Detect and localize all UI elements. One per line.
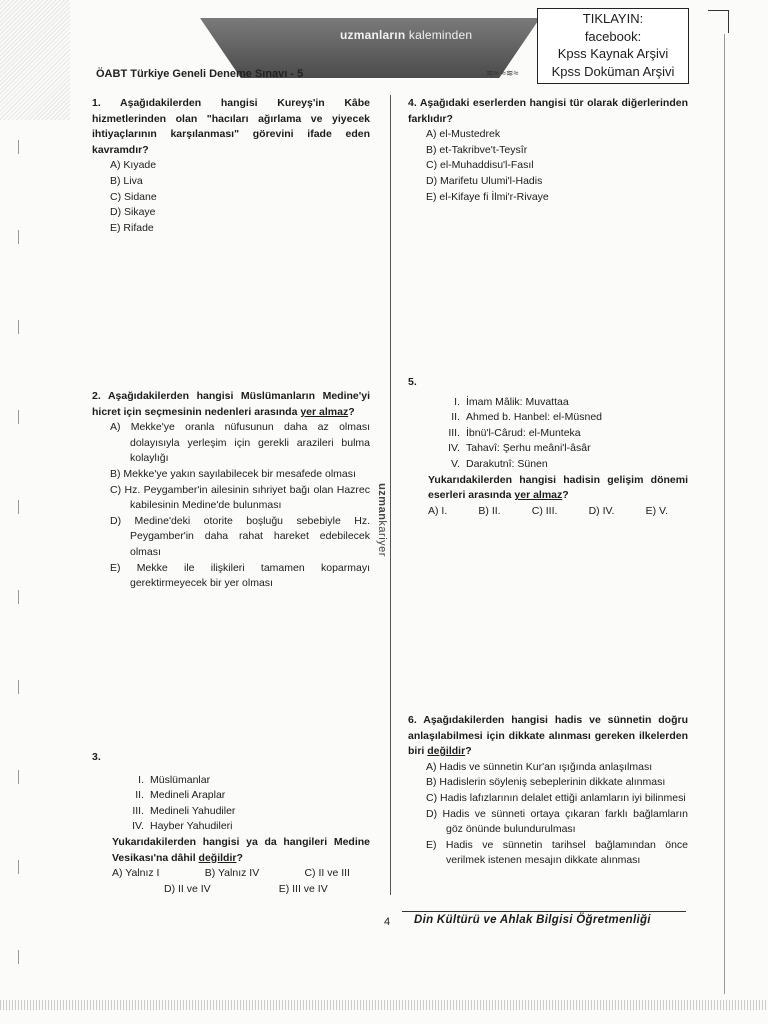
answer-option[interactable]: C) III.: [531, 504, 558, 517]
list-item: I. Müslümanlar: [138, 773, 211, 786]
answer-option[interactable]: B) II.: [478, 504, 501, 517]
list-item: II. Ahmed b. Hanbel: el-Müsned: [451, 411, 602, 424]
corner-crop-mark: [708, 10, 729, 33]
left-margin-marks: [18, 140, 22, 1000]
list-item: V. Darakutnî: Sünen: [451, 457, 548, 470]
answer-option[interactable]: E) Hadis ve sünnetin tarihsel bağlamından önce verilmek istenen mesajın dikkate alınması: [426, 838, 688, 867]
question-stem: Yukarıdakilerden hangisi hadisin gelişim dönemi eserleri arasında yer almaz?: [428, 473, 688, 502]
answer-option[interactable]: D) Medine'deki otorite boşluğu sebebiyle Hz. Peygamber'in daha rahat hareket edebilecek olması: [110, 514, 370, 558]
answer-option[interactable]: C) II ve III: [304, 867, 350, 880]
answer-option[interactable]: B) et-Takribve't-Teysîr: [426, 143, 528, 156]
list-item: IV. Tahavî: Şerhu meâni'l-âsâr: [448, 442, 591, 455]
footer-title: Din Kültürü ve Ahlak Bilgisi Öğretmenliği: [414, 914, 651, 926]
scan-noise-band: [0, 1000, 768, 1010]
ad-line: facebook:: [584, 28, 642, 44]
list-item: III. Medineli Yahudiler: [132, 804, 236, 817]
answer-option[interactable]: E) Rifade: [110, 221, 154, 234]
answer-option[interactable]: A) el-Mustedrek: [426, 128, 501, 141]
answer-option[interactable]: B) Mekke'ye yakın sayılabilecek bir mesafede olması: [110, 467, 356, 480]
answer-option[interactable]: C) Sidane: [110, 190, 157, 203]
answer-option[interactable]: E) III ve IV: [278, 882, 328, 895]
answer-option[interactable]: A) Hadis ve sünnetin Kur'an ışığında anlaşılması: [426, 760, 653, 773]
answer-option[interactable]: D) IV.: [588, 504, 615, 517]
answer-option[interactable]: A) I.: [428, 504, 448, 517]
question-1: [92, 96, 370, 236]
answer-option[interactable]: A) Mekke'ye oranla nüfusunun daha az olması dolayısıyla yerleşim için gerekli arazileri bulma kolaylığı: [110, 421, 370, 465]
facebook-link-box[interactable]: [537, 8, 689, 84]
answer-option[interactable]: D) II ve IV: [164, 882, 211, 895]
column-divider: [390, 95, 391, 895]
answer-option[interactable]: A) Yalnız I: [112, 867, 160, 880]
page-number: 4: [384, 916, 391, 928]
question-stem: 2. Aşağıdakilerden hangisi Müslümanların Medine'yi hicret için seçmesinin nedenleri arasında yer almaz?: [92, 390, 370, 418]
question-number: 5.: [408, 376, 417, 388]
question-stem: 1. Aşağıdakilerden hangisi Kureyş'in Kâbe hizmetlerinden olan "hacıları ağırlama ve yiyecek ihtiyaçlarının karşılanması" görevini ifade eden kavramdır?: [92, 97, 370, 156]
answer-option[interactable]: E) el-Kifaye fi İlmi'r-Rivaye: [426, 190, 549, 203]
ad-line: Kpss Kaynak Arşivi: [557, 46, 669, 61]
exam-title: ÖABT Türkiye Geneli Deneme Sınavı - 5: [96, 68, 304, 80]
right-margin-rule: [724, 34, 725, 994]
ad-line: TIKLAYIN:: [582, 11, 644, 26]
answer-option[interactable]: B) Liva: [110, 174, 143, 187]
answer-option[interactable]: B) Yalnız IV: [204, 867, 260, 880]
answer-option[interactable]: D) Hadis ve sünneti ortaya çıkaran farklı bağlamların göz önünde bulundurulması: [426, 807, 688, 836]
question-stem: Yukarıdakilerden hangisi ya da hangileri Medine Vesikası'na dâhil değildir?: [112, 835, 370, 864]
question-6: [408, 713, 688, 869]
list-item: IV. Hayber Yahudileri: [132, 820, 233, 833]
question-2: [92, 389, 370, 592]
answer-option[interactable]: D) Marifetu Ulumi'l-Hadis: [426, 174, 543, 187]
answer-option[interactable]: C) Hz. Peygamber'in ailesinin sıhriyet bağı olan Hazrec kabilesinin Medine'de bulunması: [110, 483, 370, 512]
list-item: II. Medineli Araplar: [135, 789, 226, 802]
answer-option[interactable]: A) Kıyade: [110, 159, 157, 172]
answer-option[interactable]: D) Sikaye: [110, 206, 156, 219]
question-stem: 4. Aşağıdaki eserlerden hangisi tür olarak diğerlerinden farklıdır?: [408, 97, 688, 125]
answer-option[interactable]: E) Mekke ile ilişkileri tamamen koparmayı gerektirmeyecek bir yer olması: [110, 561, 370, 590]
question-stem: 6. Aşağıdakilerden hangisi hadis ve sünnetin doğru anlaşılabilmesi için dikkate alınması gereken ilkelerden biri değildir?: [408, 714, 688, 758]
ornament-marks: ≋≈ ≈≋≈: [486, 68, 519, 78]
list-item: I. İmam Mâlik: Muvattaa: [454, 395, 569, 408]
question-3: [92, 750, 370, 897]
footer-rule: [402, 911, 686, 912]
answer-option[interactable]: B) Hadislerin söyleniş sebeplerinin dikkate alınması: [426, 776, 666, 789]
question-4: [408, 96, 688, 205]
scan-noise: [0, 0, 70, 120]
answer-option[interactable]: C) el-Muhaddisu'l-Fasıl: [426, 159, 534, 172]
question-5: [408, 375, 688, 519]
side-brand-watermark: uzmankariyer: [376, 483, 388, 557]
answer-option[interactable]: E) V.: [645, 504, 668, 517]
list-item: III. İbnü'l-Cârud: el-Munteka: [448, 426, 581, 439]
answer-option[interactable]: C) Hadis lafızlarının delalet ettiği anlamların iyi bilinmesi: [426, 791, 686, 804]
ad-line: Kpss Doküman Arşivi: [551, 63, 675, 79]
question-number: 3.: [92, 751, 101, 763]
banner-text: uzmanların kaleminden: [340, 28, 473, 42]
